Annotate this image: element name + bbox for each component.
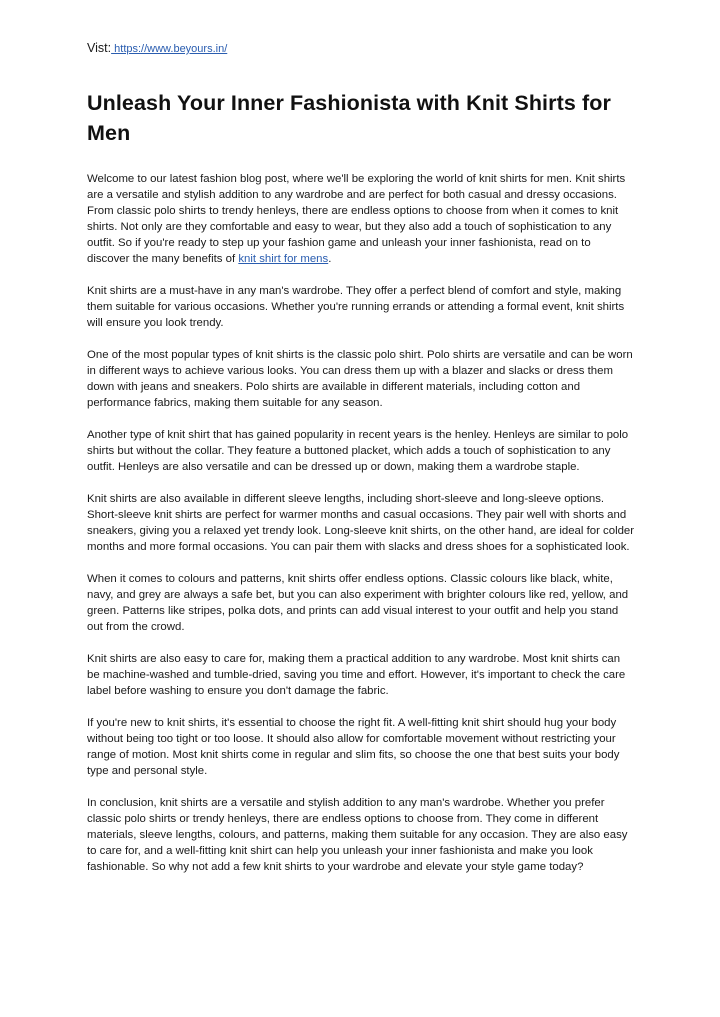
paragraph: When it comes to colours and patterns, knit shirts offer endless options. Classic colours like black, white, navy, and grey are always a safe bet, but you can also experiment with brighter colours like red, yellow, and green. Patterns like stripes, polka dots, and prints can add visual interest to your outfit and help you stand out from the crowd. xyxy=(87,573,629,633)
paragraph: Knit shirts are also available in different sleeve lengths, including short-sleeve and long-sleeve options. Short-sleeve knit shirts are perfect for warmer months and casual occasions. They pair well with shorts and sneakers, giving you a relaxed yet trendy look. Long-sleeve knit shirts, on the other hand, are ideal for colder months and more formal occasions. You can pair them with slacks and dress shoes for a sophisticated look. xyxy=(87,493,635,553)
paragraph-intro-end: . xyxy=(328,253,332,265)
knit-shirt-link[interactable]: knit shirt for mens xyxy=(238,253,329,265)
website-link[interactable]: https://www.beyours.in/ xyxy=(111,43,228,55)
paragraph: Another type of knit shirt that has gained popularity in recent years is the henley. Henleys are similar to polo shirts but without the collar. They feature a buttoned placket, which adds a touch of sophistication to any outfit. Henleys are also versatile and can be dressed up or down, making them a wardrobe staple. xyxy=(87,429,629,473)
visit-label: Vist: xyxy=(87,41,112,55)
paragraph: Knit shirts are a must-have in any man's wardrobe. They offer a perfect blend of comfort and style, making them suitable for various occasions. Whether you're running errands or attending a formal event, knit shirts will ensure you look trendy. xyxy=(87,285,625,329)
visit-line xyxy=(87,40,635,57)
paragraph-intro-text: Welcome to our latest fashion blog post, where we'll be exploring the world of knit shirts for men. Knit shirts are a versatile and stylish addition to any wardrobe and are perfect for both casual and dressy occasions. From classic polo shirts to trendy henleys, there are endless options to choose from when it comes to knit shirts. Not only are they comfortable and easy to wear, but they also add a touch of sophistication to any outfit. So if you're ready to step up your fashion game and unleash your inner fashionista, read on to discover the many benefits of xyxy=(87,173,626,265)
paragraph: One of the most popular types of knit shirts is the classic polo shirt. Polo shirts are versatile and can be worn in different ways to achieve various looks. You can dress them up with a blazer and slacks or dress them down with jeans and sneakers. Polo shirts are available in different materials, including cotton and performance fabrics, making them suitable for any season. xyxy=(87,349,633,409)
page-title: Unleash Your Inner Fashionista with Knit Shirts for Men xyxy=(87,91,611,145)
paragraph: Knit shirts are also easy to care for, making them a practical addition to any wardrobe. Most knit shirts can be machine-washed and tumble-dried, saving you time and effort. However, it's important to check the care label before washing to ensure you don't damage the fabric. xyxy=(87,653,626,697)
paragraph-intro xyxy=(87,171,635,267)
document-page xyxy=(87,40,635,891)
paragraph: In conclusion, knit shirts are a versatile and stylish addition to any man's wardrobe. Whether you prefer classic polo shirts or trendy henleys, there are endless options to choose from. They come in different materials, sleeve lengths, colours, and patterns, making them suitable for any occasion. They are also easy to care for, and a well-fitting knit shirt can help you unleash your inner fashionista and make you look fashionable. So why not add a few knit shirts to your wardrobe and elevate your style game today? xyxy=(87,797,628,873)
paragraph: If you're new to knit shirts, it's essential to choose the right fit. A well-fitting knit shirt should hug your body without being too tight or too loose. It should also allow for comfortable movement without restricting your range of motion. Most knit shirts come in regular and slim fits, so choose the one that best suits your body type and personal style. xyxy=(87,717,620,777)
